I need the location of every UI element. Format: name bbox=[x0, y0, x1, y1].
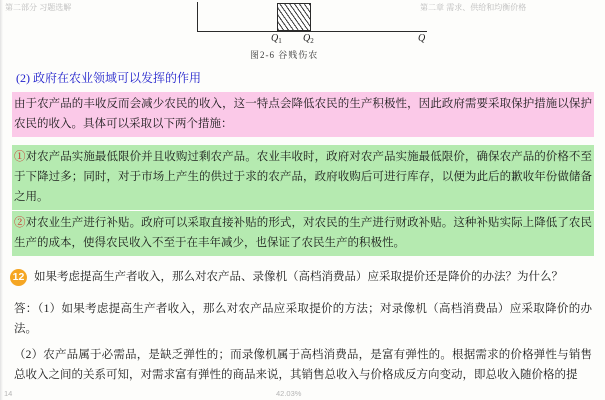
answer-paragraph-1: 答：（1）如果考虑提高生产者收入，那么对农产品应采取提价的方法；对录像机（高档消费品）应采取降价的办法。 bbox=[14, 303, 592, 335]
question-row bbox=[10, 268, 596, 290]
question-text: 如果考虑提高生产者收入，那么对农产品、录像机（高档消费品）应采取提价还是降价的办法？为什么？ bbox=[34, 271, 563, 283]
page-footer bbox=[0, 389, 605, 400]
highlighted-paragraph-green-2 bbox=[12, 211, 594, 256]
figure-label-q1: $Q_1$ bbox=[271, 33, 282, 45]
figure-horizontal-axis bbox=[197, 31, 427, 32]
figure-label-q: Q bbox=[418, 33, 426, 44]
highlighted-paragraph-green-2-text: 对农业生产进行补贴。政府可以采取直接补贴的形式，对农民的生产进行财政补贴。这种补贴实际上降低了农民生产的成本，使得农民收入不至于在丰年减少，也保证了农民生产的积极性。 bbox=[14, 217, 592, 249]
answer-paragraph-2: （2）农产品属于必需品，是缺乏弹性的；而录像机属于高档消费品，是富有弹性的。根据需求的价格弹性与销售总收入之间的关系可知，对需求富有弹性的商品来说，其销售总收入与价格成反方向变动，即总收入随价格的提 bbox=[14, 349, 592, 381]
figure-label-q2: $Q_2$ bbox=[303, 33, 314, 45]
figure-vertical-axis bbox=[197, 2, 198, 32]
question-number-badge: 12 bbox=[10, 269, 27, 286]
figure-caption: 图2-6 谷贱伤农 bbox=[250, 50, 319, 60]
highlighted-paragraph-green-1-text: 对农产品实施最低限价并且收购过剩农产品。农业丰收时，政府对农产品实施最低限价，确保农产品的价格不至于下降过多；同时，对于市场上产生的供过于求的农产品，政府收购后可进行库存，以便为此后的歉收年份做储备之用。 bbox=[14, 151, 592, 203]
page-left-edge bbox=[0, 0, 3, 400]
reading-progress: 42.03% bbox=[276, 389, 302, 398]
highlighted-paragraph-green-1 bbox=[12, 145, 594, 210]
list-marker-2: ② bbox=[14, 217, 26, 229]
header-right-text: 第二章 需求、供给和均衡价格 bbox=[420, 3, 527, 12]
header-left-text: 第二部分 习题选解 bbox=[5, 3, 72, 12]
list-marker-1: ① bbox=[14, 151, 26, 163]
figure-hatched-area bbox=[277, 3, 311, 31]
page-number: 14 bbox=[4, 389, 13, 398]
highlighted-paragraph-pink: 由于农产品的丰收反而会减少农民的收入，这一特点会降低农民的生产积极性，因此政府需要采取保护措施以保护农民的收入。具体可以采取以下两个措施： bbox=[12, 92, 594, 137]
figure-grain-price-diagram bbox=[185, 0, 445, 62]
section-heading: (2) 政府在农业领域可以发挥的作用 bbox=[16, 71, 201, 85]
